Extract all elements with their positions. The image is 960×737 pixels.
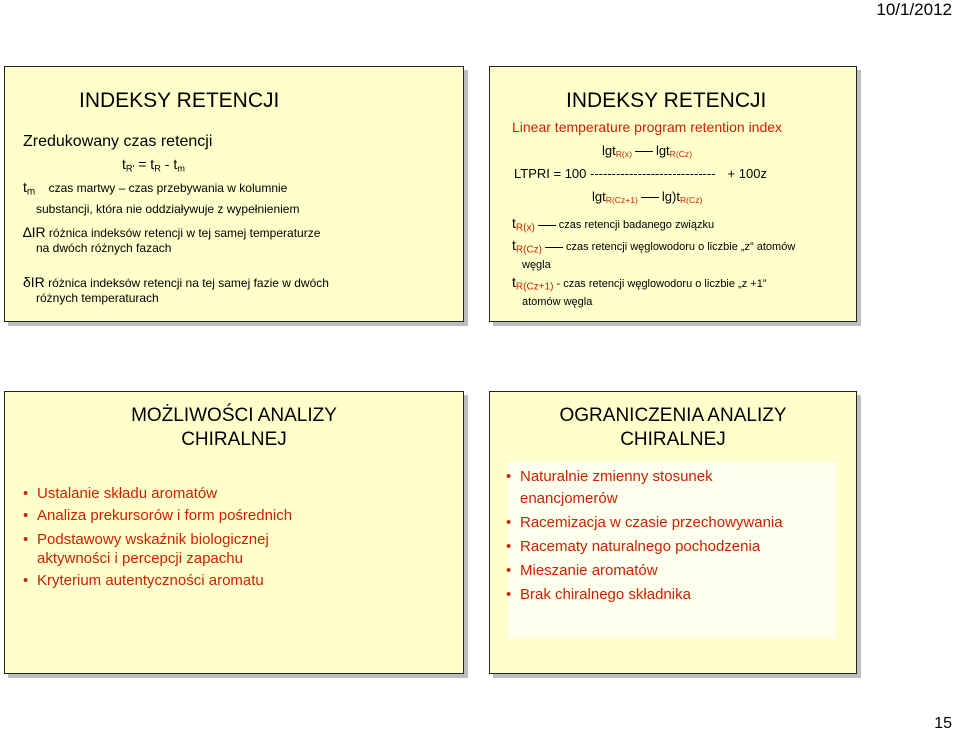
t-sub: R(x) [515, 222, 535, 234]
list-item [504, 466, 783, 510]
list-item-text-continuation: aktywności i percepcji zapachu [37, 550, 243, 567]
list-item [504, 536, 783, 558]
bullet-icon: • [506, 562, 512, 579]
ltpri-label: LTPRI = 100 [514, 166, 590, 181]
limitations-list [504, 466, 783, 606]
den-sub: R(Cz) [679, 195, 703, 206]
formula-sub: R' [125, 163, 135, 174]
formula-sub: R [154, 163, 161, 174]
title-line-2: CHIRALNEJ [181, 429, 287, 450]
ltpri-numerator [602, 143, 692, 159]
num-sub: R(Cz) [669, 149, 693, 160]
page-number: 15 [934, 715, 952, 732]
ltpri-formula-line [514, 166, 767, 181]
small-delta-ir-definition [23, 275, 329, 306]
possibilities-list [21, 483, 292, 592]
title-line-2: CHIRALNEJ [620, 429, 726, 450]
formula-minus: - [160, 156, 174, 172]
list-item-text: Ustalanie składu aromatów [37, 485, 218, 502]
num-lgt: lgt [602, 143, 616, 158]
delta-ir-line-2: na dwóch różnych fazach [36, 241, 172, 255]
list-item-text: Mieszanie aromatów [520, 562, 658, 579]
slide-title: INDEKSY RETENCJI [79, 89, 280, 112]
formula-eq: = [134, 156, 151, 172]
formula-t: t [122, 156, 126, 172]
small-delta-ir-line-2: różnych temperaturach [36, 291, 159, 305]
list-item [21, 530, 292, 568]
list-item-text-continuation: enancjomerów [520, 490, 618, 507]
definition-text: czas retencji węglowodoru o liczbie „z” atomów [566, 241, 796, 253]
delta-ir-line-1: różnica indeksów retencji w tej samej temperaturze [48, 226, 321, 240]
fraction-bar: ----------------------------- [590, 166, 716, 181]
tm-line-1: czas martwy – czas przebywania w kolumnie [48, 181, 288, 195]
list-item-text: Podstawowy wskaźnik biologicznej [37, 531, 269, 548]
definition-continuation: atomów węgla [522, 295, 593, 308]
t-symbol: t [512, 215, 516, 231]
list-item-text: Racemizacja w czasie przechowywania [520, 514, 783, 531]
definition-continuation: węgla [522, 258, 551, 271]
slide-indeksy-retencji-2 [489, 66, 857, 322]
t-sub: R(Cz+1) [515, 281, 554, 293]
bullet-icon: • [23, 485, 29, 502]
bullet-icon: • [506, 514, 512, 531]
slide-title [490, 404, 856, 452]
num-sub: R(x) [615, 149, 632, 160]
bullet-icon: • [23, 507, 29, 524]
title-line-1: OGRANICZENIA ANALIZY [559, 405, 787, 426]
t-symbol: t [512, 237, 516, 253]
formula-sub: m [177, 163, 185, 174]
list-item [504, 584, 783, 606]
num-lgt: lgt [655, 143, 670, 158]
tm-line-2: substancji, która nie oddziaływuje z wypełnieniem [36, 201, 300, 216]
list-item-text: Brak chiralnego składnika [520, 586, 691, 603]
tm-sub: m [26, 186, 36, 198]
bullet-icon: • [506, 586, 512, 603]
bullet-icon: • [23, 531, 29, 548]
list-item-text: Kryterium autentyczności aromatu [37, 572, 264, 589]
slide-subtitle: Linear temperature program retention index [512, 119, 783, 135]
ltpri-denominator [592, 189, 702, 205]
tm-symbol: t [23, 179, 27, 195]
definition-text: - czas retencji węglowodoru o liczbie „z +1” [556, 278, 767, 290]
definition-text: czas retencji badanego związku [558, 219, 715, 231]
delta-ir-definition [23, 225, 320, 256]
definition-tcz1 [512, 275, 766, 309]
ltpri-plus-term: + 100z [727, 166, 767, 181]
slide-ograniczenia-analizy [489, 391, 857, 674]
den-lgt: lgt [592, 189, 606, 204]
tm-definition [23, 179, 299, 217]
den-sub: R(Cz+1) [605, 195, 638, 206]
slide-title: INDEKSY RETENCJI [566, 89, 767, 112]
slide-indeksy-retencji-1 [4, 66, 464, 322]
bullet-icon: • [506, 538, 512, 555]
delta-ir-symbol: ∆IR [23, 224, 46, 240]
definition-tcz [512, 238, 795, 272]
reduced-time-formula [122, 156, 185, 173]
small-delta-ir-symbol: δIR [23, 274, 45, 290]
bullet-icon: • [23, 572, 29, 589]
slide-mozliwosci-analizy [4, 391, 464, 674]
formula-t: t [150, 156, 155, 172]
small-delta-ir-line-1: różnica indeksów retencji na tej samej fazie w dwóch [48, 276, 329, 290]
list-item [21, 483, 292, 505]
definition-tx [512, 215, 714, 234]
bullet-icon: • [506, 468, 512, 485]
slide-title [5, 404, 463, 452]
document-date: 10/1/2012 [876, 0, 952, 19]
list-item [504, 512, 783, 534]
list-item-text: Racematy naturalnego pochodzenia [520, 538, 761, 555]
t-symbol: t [512, 274, 516, 290]
list-item [504, 560, 783, 582]
list-item [21, 505, 292, 527]
den-lgt: lg)t [661, 189, 680, 204]
slide-subtitle: Zredukowany czas retencji [23, 133, 213, 150]
formula-t: t [173, 156, 178, 172]
list-item-text: Naturalnie zmienny stosunek [520, 468, 713, 485]
title-line-1: MOŻLIWOŚCI ANALIZY [131, 405, 337, 426]
list-item [21, 570, 292, 592]
list-item-text: Analiza prekursorów i form pośrednich [37, 507, 293, 524]
t-sub: R(Cz) [515, 244, 542, 256]
